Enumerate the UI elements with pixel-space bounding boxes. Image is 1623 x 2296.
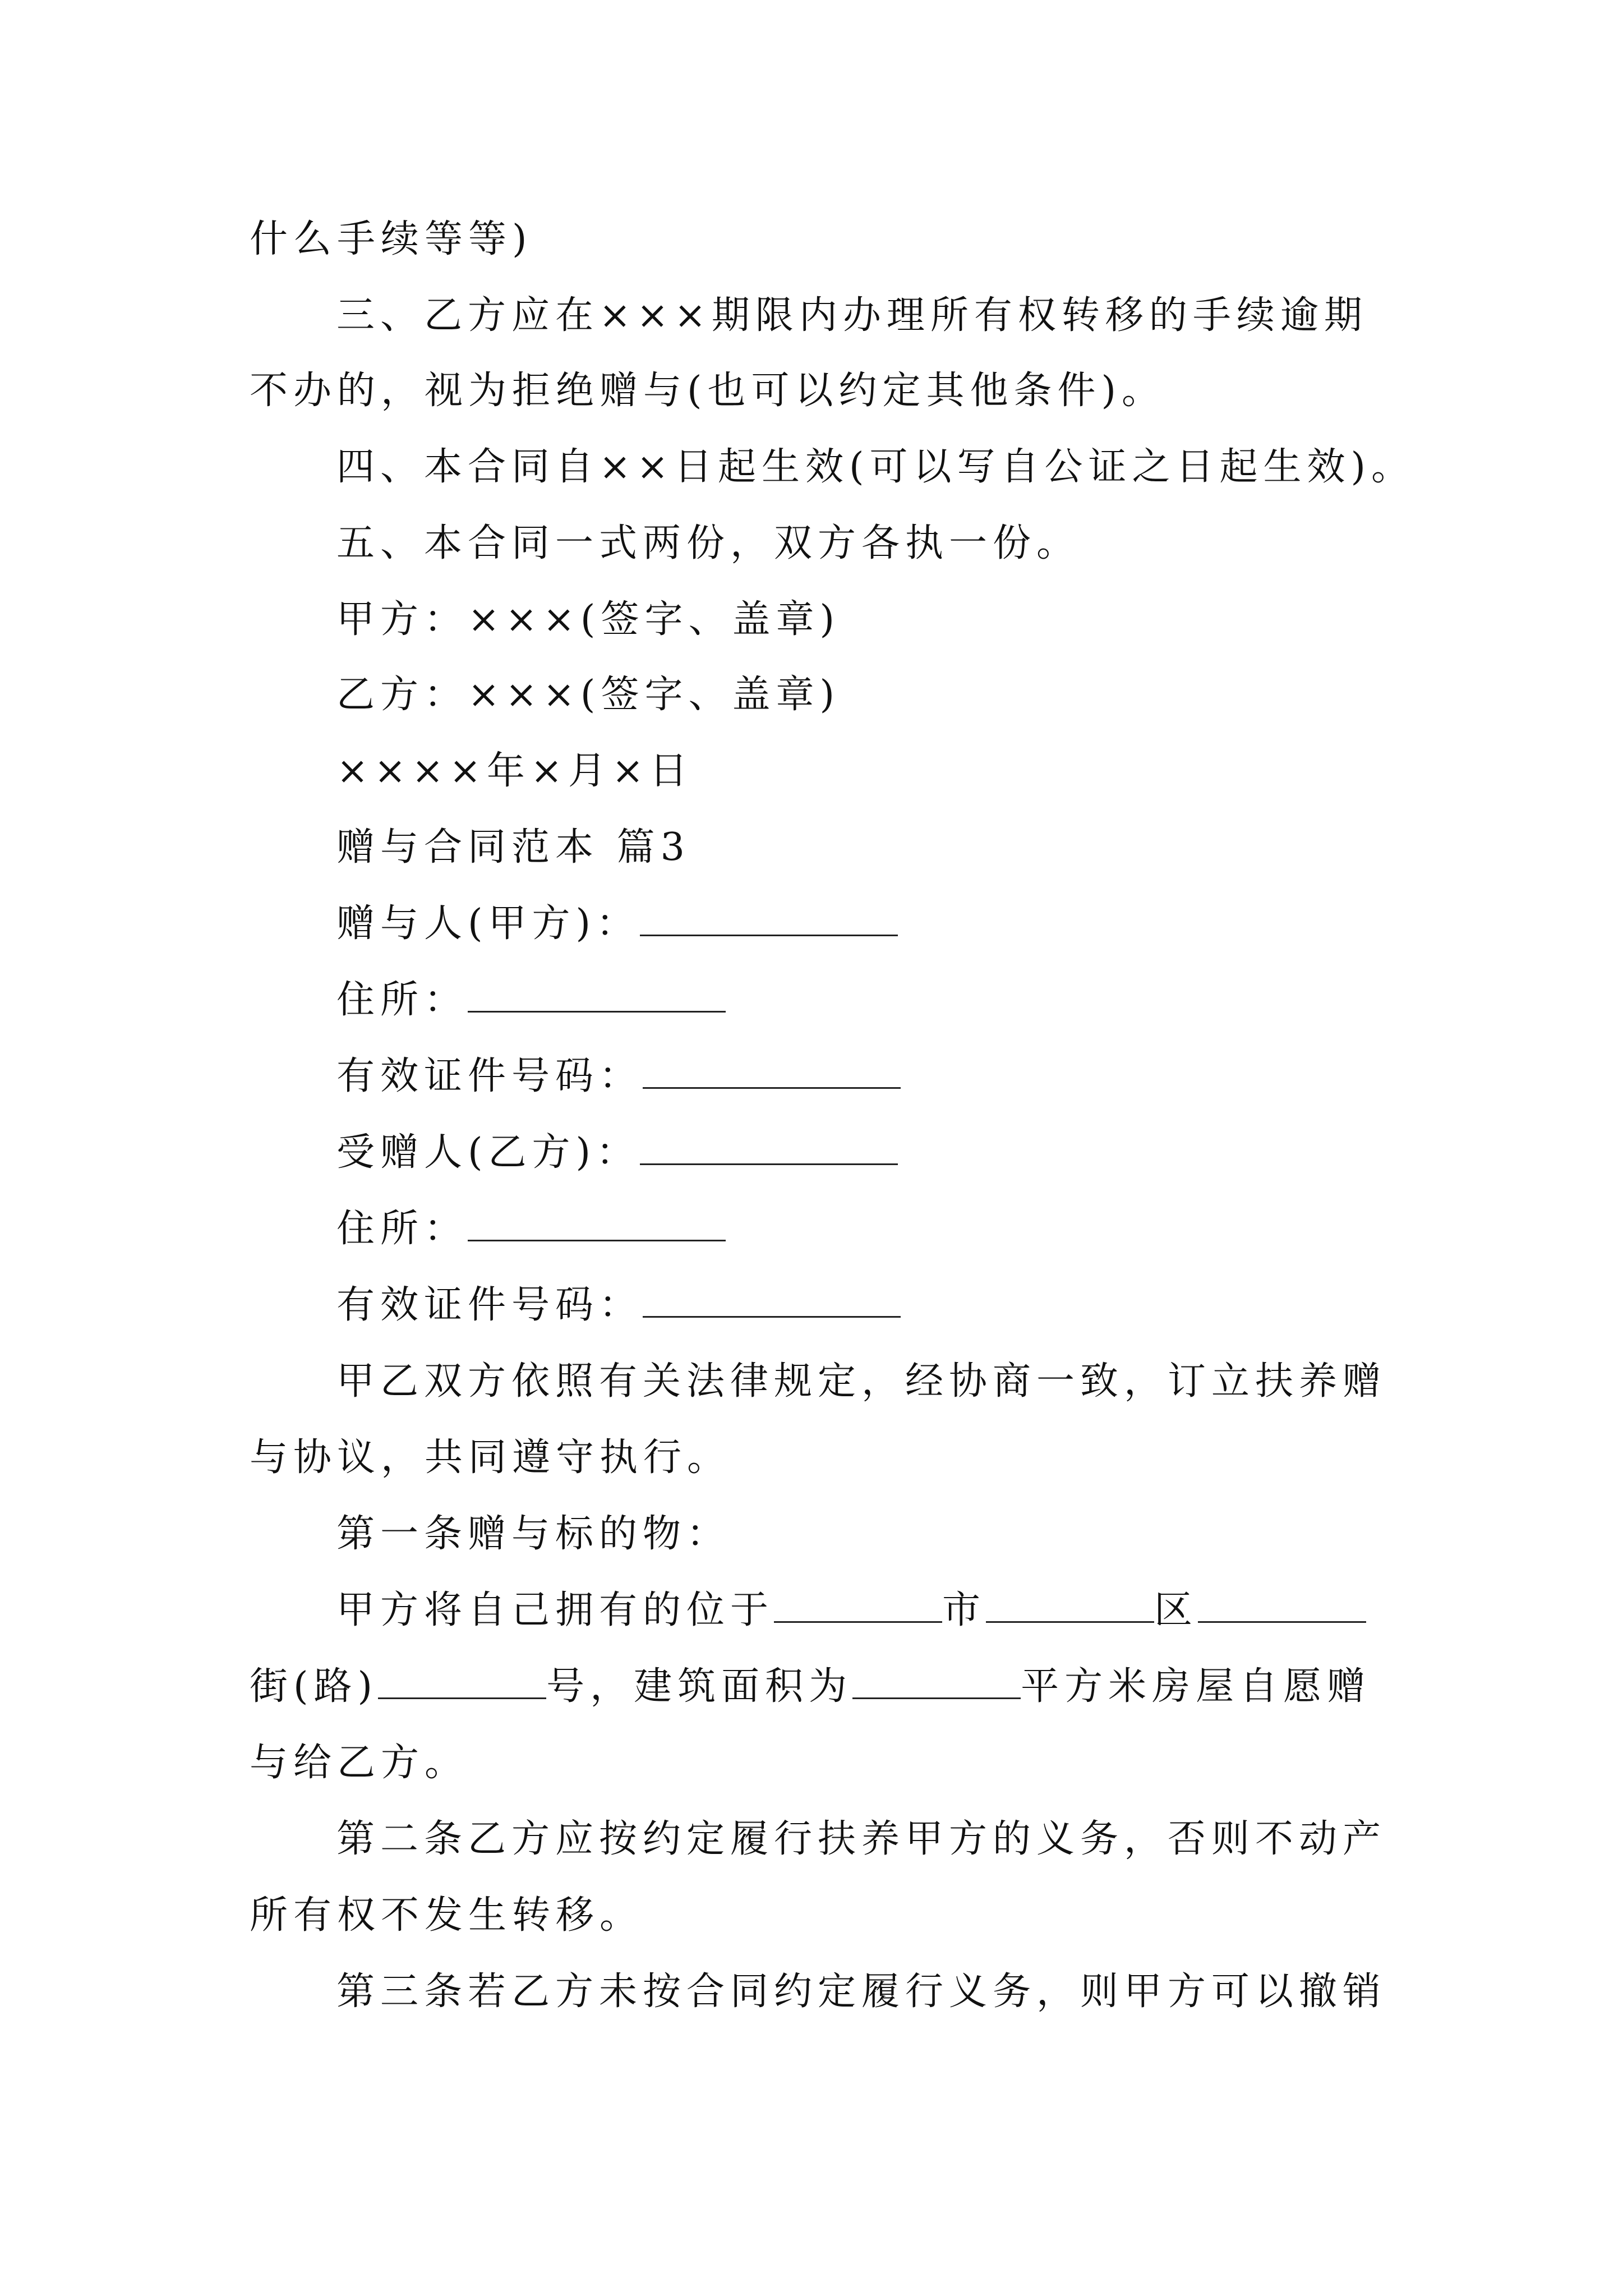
article-1-line-1: 甲方将自己拥有的位于 市 区 [336,1585,1366,1636]
preamble-line-2: 与协议，共同遵守执行。 [250,1435,731,1480]
clause-3-line-2: 不办的，视为拒绝赠与(也可以约定其他条件)。 [250,369,1166,413]
clause-4-line: 四、本合同自××日起生效(可以写自公证之日起生效)。 [336,445,1415,489]
preamble-line-1: 甲乙双方依照有关法律规定，经协商一致，订立扶养赠 [336,1359,1387,1404]
clause-5-line: 五、本合同一式两份，双方各执一份。 [336,521,1081,565]
section-heading: 赠与合同范本 篇3 [336,825,690,869]
number-blank [378,1663,546,1699]
party-b-signature: 乙方：×××(签字、盖章) [336,673,840,717]
district-blank [986,1586,1154,1623]
clause-3-line-1: 三、乙方应在×××期限内办理所有权转移的手续逾期 [336,293,1368,338]
city-blank [774,1586,942,1623]
donor-address-field: 住所： [336,975,726,1025]
article-1-title: 第一条赠与标的物： [336,1512,731,1556]
donee-address-field: 住所： [336,1204,726,1254]
donor-id-blank [643,1052,901,1089]
signature-date: ××××年×月×日 [336,749,693,793]
party-a-signature: 甲方：×××(签字、盖章) [336,597,840,642]
article-2-line-2: 所有权不发生转移。 [250,1893,644,1938]
article-2-line-1: 第二条乙方应按约定履行扶养甲方的义务，否则不动产 [336,1817,1387,1861]
article-1-line-3: 与给乙方。 [250,1741,469,1785]
donee-id-blank [643,1281,901,1318]
donor-address-blank [468,976,726,1013]
area-blank [852,1663,1021,1699]
text-line: 什么手续等等) [250,217,533,261]
donor-id-field: 有效证件号码： [336,1051,901,1102]
donee-field: 受赠人(乙方)： [336,1128,898,1178]
donee-blank [640,1129,898,1165]
donor-blank [640,900,898,936]
donee-address-blank [468,1205,726,1241]
street-blank [1198,1586,1366,1623]
article-3-line-1: 第三条若乙方未按合同约定履行义务，则甲方可以撤销 [336,1970,1387,2014]
donee-id-field: 有效证件号码： [336,1280,901,1331]
donor-field: 赠与人(甲方)： [336,899,898,949]
article-1-line-2: 街(路) 号，建筑面积为 平方米房屋自愿赠 [250,1662,1371,1712]
